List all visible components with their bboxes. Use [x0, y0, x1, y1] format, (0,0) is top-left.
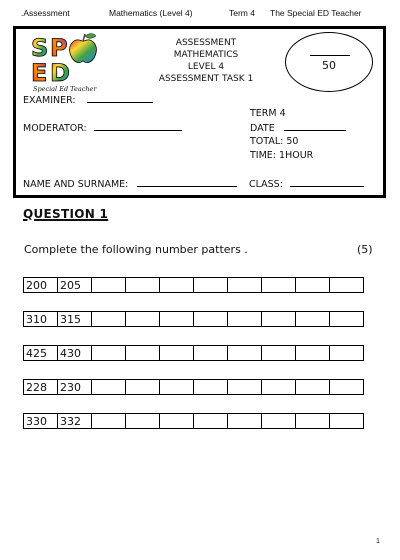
- pattern-blank-cell[interactable]: [92, 414, 126, 429]
- logo-caption: Special Ed Teacher: [33, 85, 97, 93]
- pattern-blank-cell[interactable]: [194, 380, 228, 395]
- pattern-blank-cell[interactable]: [194, 414, 228, 429]
- pattern-blank-cell[interactable]: [160, 278, 194, 293]
- header-assessment: .Assessment: [21, 8, 70, 18]
- pattern-blank-cell[interactable]: [296, 312, 330, 327]
- name-surname-label: NAME AND SURNAME:: [23, 179, 129, 190]
- pattern-blank-cell[interactable]: [126, 278, 160, 293]
- header-term: Term 4: [229, 8, 255, 18]
- pattern-blank-cell[interactable]: [160, 380, 194, 395]
- pattern-blank-cell[interactable]: [92, 346, 126, 361]
- pattern-blank-cell[interactable]: [228, 278, 262, 293]
- pattern-blank-cell[interactable]: [330, 414, 364, 429]
- pattern-blank-cell[interactable]: [330, 346, 364, 361]
- pattern-cell: 330: [24, 414, 58, 429]
- score-total: 50: [322, 59, 336, 72]
- pattern-blank-cell[interactable]: [228, 414, 262, 429]
- pattern-blank-cell[interactable]: [126, 312, 160, 327]
- pattern-blank-cell[interactable]: [296, 346, 330, 361]
- total-field: TOTAL: 50: [250, 136, 299, 147]
- logo-letter-d: D: [50, 59, 70, 87]
- pattern-cell: 228: [24, 380, 58, 395]
- pattern-blank-cell[interactable]: [262, 414, 296, 429]
- pattern-blank-cell[interactable]: [194, 278, 228, 293]
- pattern-blank-cell[interactable]: [160, 346, 194, 361]
- class-field: [249, 178, 364, 190]
- assessment-title: [126, 37, 286, 85]
- question-instruction: Complete the following number patters .: [24, 243, 248, 256]
- assessment-info-box: [13, 26, 386, 198]
- date-field: [250, 122, 346, 134]
- examiner-blank[interactable]: [87, 94, 153, 103]
- pattern-blank-cell[interactable]: [160, 414, 194, 429]
- term-field: TERM 4: [250, 108, 286, 119]
- date-blank[interactable]: [284, 122, 346, 131]
- pattern-blank-cell[interactable]: [126, 414, 160, 429]
- title-line-assessment: ASSESSMENT: [175, 38, 237, 48]
- pattern-cell: 310: [24, 312, 58, 327]
- pattern-blank-cell[interactable]: [92, 380, 126, 395]
- page-header: [0, 0, 400, 20]
- pattern-row-2: [23, 311, 364, 327]
- examiner-label: EXAMINER:: [23, 95, 76, 106]
- pattern-cell: 332: [58, 414, 92, 429]
- moderator-label: MODERATOR:: [23, 123, 87, 134]
- logo-letter-p: P: [50, 34, 68, 62]
- pattern-cell: 200: [24, 278, 58, 293]
- score-ellipse: [285, 32, 373, 92]
- time-field: TIME: 1HOUR: [250, 150, 314, 161]
- question-marks: (5): [357, 243, 373, 256]
- class-label: CLASS:: [249, 179, 283, 190]
- question-heading: QUESTION 1: [23, 207, 109, 221]
- logo-letter-s: S: [31, 34, 49, 62]
- pattern-blank-cell[interactable]: [228, 346, 262, 361]
- name-surname-blank[interactable]: [137, 178, 237, 187]
- title-line-level: LEVEL 4: [187, 62, 225, 72]
- header-subject: Mathematics (Level 4): [109, 8, 193, 18]
- pattern-cell: 205: [58, 278, 92, 293]
- pattern-blank-cell[interactable]: [262, 380, 296, 395]
- title-line-subject: MATHEMATICS: [173, 50, 239, 60]
- pattern-blank-cell[interactable]: [330, 380, 364, 395]
- pattern-row-5: [23, 413, 364, 429]
- pattern-blank-cell[interactable]: [228, 312, 262, 327]
- pattern-cell: 315: [58, 312, 92, 327]
- pattern-blank-cell[interactable]: [228, 380, 262, 395]
- pattern-cell: 425: [24, 346, 58, 361]
- pattern-blank-cell[interactable]: [92, 278, 126, 293]
- pattern-blank-cell[interactable]: [296, 380, 330, 395]
- logo-letter-e: E: [31, 59, 48, 87]
- pattern-row-4: [23, 379, 364, 395]
- pattern-blank-cell[interactable]: [194, 312, 228, 327]
- moderator-blank[interactable]: [94, 122, 182, 131]
- pattern-row-1: [23, 277, 364, 293]
- class-blank[interactable]: [290, 178, 364, 187]
- pattern-blank-cell[interactable]: [160, 312, 194, 327]
- pattern-blank-cell[interactable]: [262, 346, 296, 361]
- pattern-blank-cell[interactable]: [296, 278, 330, 293]
- apple-icon: [70, 34, 97, 63]
- pattern-cell: 430: [58, 346, 92, 361]
- pattern-cell: 230: [58, 380, 92, 395]
- pattern-blank-cell[interactable]: [330, 278, 364, 293]
- score-blank-line: [310, 55, 350, 56]
- pattern-blank-cell[interactable]: [330, 312, 364, 327]
- name-surname-field: [23, 178, 237, 190]
- pattern-blank-cell[interactable]: [92, 312, 126, 327]
- pattern-blank-cell[interactable]: [262, 312, 296, 327]
- pattern-row-3: [23, 345, 364, 361]
- pattern-blank-cell[interactable]: [126, 346, 160, 361]
- moderator-field: [23, 122, 182, 134]
- header-publisher: The Special ED Teacher: [270, 8, 362, 18]
- pattern-blank-cell[interactable]: [296, 414, 330, 429]
- title-line-task: ASSESSMENT TASK 1: [158, 74, 254, 84]
- date-label: DATE: [250, 123, 275, 134]
- pattern-blank-cell[interactable]: [126, 380, 160, 395]
- page-number: 1: [376, 538, 380, 545]
- examiner-field: [23, 94, 153, 106]
- pattern-blank-cell[interactable]: [262, 278, 296, 293]
- pattern-blank-cell[interactable]: [194, 346, 228, 361]
